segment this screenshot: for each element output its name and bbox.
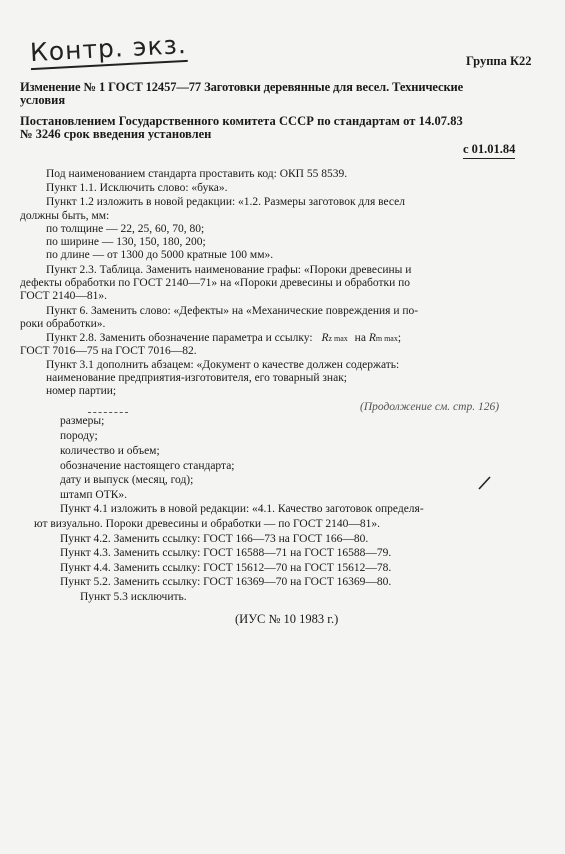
body-line: Пункт 1.2 изложить в новой редакции: «1.2. Размеры заготовок для весел — [46, 196, 406, 208]
body-line: ГОСТ 7016—75 на ГОСТ 7016—82. — [20, 345, 197, 357]
param-end: ; — [397, 332, 402, 344]
continued-line: породу; — [60, 430, 98, 442]
continued-line: Пункт 4.4. Заменить ссылку: ГОСТ 15612—70 на ГОСТ 15612—78. — [60, 562, 392, 574]
continued-line: дату и выпуск (месяц, год); — [60, 474, 194, 486]
body-line: должны быть, мм: — [20, 210, 110, 222]
body-line-parameter — [46, 332, 401, 344]
body-line: номер партии; — [46, 385, 117, 397]
resolution-line1: Постановлением Государственного комитета СССР по стандартам от 14.07.83 — [20, 114, 463, 128]
footer-reference: (ИУС № 10 1983 г.) — [235, 612, 339, 626]
amendment-title-line1: Изменение № 1 ГОСТ 12457—77 Заготовки деревянные для весел. Технические — [20, 80, 464, 94]
continued-line: Пункт 5.2. Заменить ссылку: ГОСТ 16369—70 на ГОСТ 16369—80. — [60, 576, 392, 588]
continued-line: количество и объем; — [60, 445, 160, 457]
body-line: роки обработки». — [20, 318, 106, 330]
continued-line: Пункт 4.2. Заменить ссылку: ГОСТ 166—73 на ГОСТ 166—80. — [60, 533, 369, 545]
body-line: наименование предприятия-изготовителя, его товарный знак; — [46, 372, 347, 384]
continued-line: Пункт 4.3. Заменить ссылку: ГОСТ 16588—71 на ГОСТ 16588—79. — [60, 547, 392, 559]
body-line: Пункт 3.1 дополнить абзацем: «Документ о качестве должен содержать: — [46, 359, 400, 371]
body-line: Под наименованием стандарта проставить код: ОКП 55 8539. — [46, 168, 348, 180]
group-label: Группа К22 — [466, 54, 532, 68]
param-from-subscript: z max — [328, 334, 348, 343]
body-line: ГОСТ 2140—81». — [20, 290, 108, 302]
body-line: Пункт 2.3. Таблица. Заменить наименование графы: «Пороки древесины и — [46, 264, 412, 276]
param-from-symbol: R — [321, 332, 329, 344]
body-line-text: Пункт 2.8. Заменить обозначение параметра и ссылку: — [46, 332, 313, 344]
body-line: по длине — от 1300 до 5000 кратные 100 мм». — [46, 249, 274, 261]
continued-line: размеры; — [60, 415, 105, 427]
continued-line: ют визуально. Пороки древесины и обработки — по ГОСТ 2140—81». — [34, 518, 381, 530]
continued-line: Пункт 4.1 изложить в новой редакции: «4.1. Качество заготовок определя- — [60, 503, 424, 515]
continued-line: Пункт 5.3 исключить. — [80, 591, 187, 603]
amendment-title-line2: условия — [20, 93, 66, 107]
separator-rule — [88, 412, 128, 413]
handwritten-note: Контр. экз. — [29, 30, 187, 67]
body-line: по ширине — 130, 150, 180, 200; — [46, 236, 206, 248]
body-line: Пункт 1.1. Исключить слово: «бука». — [46, 182, 228, 194]
param-to-subscript: m max — [375, 334, 398, 343]
param-mid-word: на — [354, 332, 366, 344]
continued-line: обозначение настоящего стандарта; — [60, 460, 235, 472]
continuation-note: (Продолжение см. стр. 126) — [360, 401, 500, 413]
resolution-line2: № 3246 срок введения установлен — [20, 127, 212, 141]
effective-date: с 01.01.84 — [463, 142, 515, 159]
body-line: Пункт 6. Заменить слово: «Дефекты» на «Механические повреждения и по- — [46, 305, 419, 317]
body-line: по толщине — 22, 25, 60, 70, 80; — [46, 223, 205, 235]
param-to-symbol: R — [368, 332, 376, 344]
continued-line: штамп ОТК». — [60, 489, 128, 501]
body-line: дефекты обработки по ГОСТ 2140—71» на «Пороки древесины и обработки по — [20, 277, 411, 289]
pen-mark-icon — [478, 476, 492, 490]
